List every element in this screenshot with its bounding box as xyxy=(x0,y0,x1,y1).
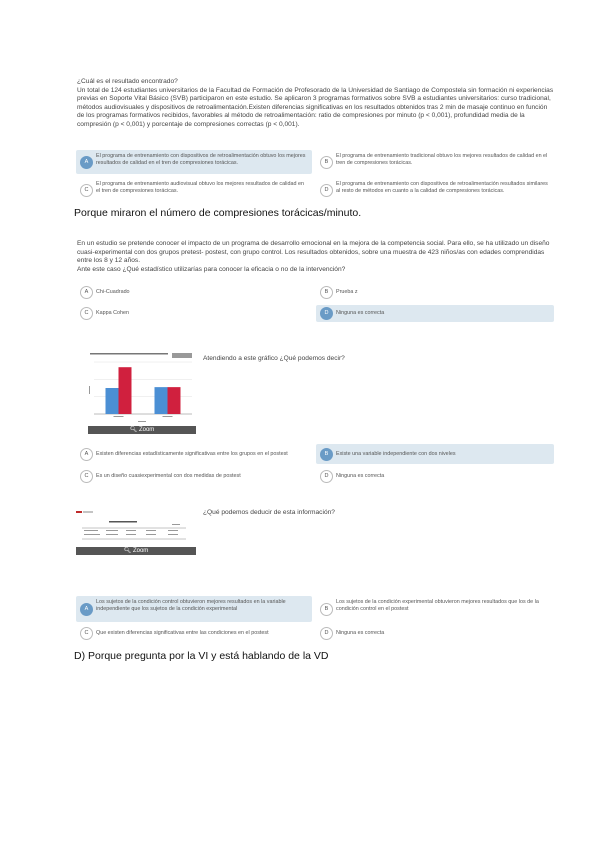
option-letter-badge: C xyxy=(80,307,93,320)
option-text: El programa de entrenamiento con dispositivos de retroalimentación resultados similares al resto de métodos en cuanto a la calidad de compresiones torácicas. xyxy=(336,181,548,194)
q1-option-c[interactable] xyxy=(76,178,312,202)
q1-option-d[interactable] xyxy=(316,178,554,202)
option-letter-badge: C xyxy=(80,184,93,197)
option-letter-badge: B xyxy=(320,448,333,461)
q3-zoom-label: Zoom xyxy=(138,427,155,433)
q3-option-c[interactable] xyxy=(76,466,312,486)
option-letter-badge: B xyxy=(320,286,333,299)
q4-table-image xyxy=(76,511,196,547)
option-letter-badge: B xyxy=(320,156,333,169)
bar-pretest-experimental xyxy=(119,367,132,414)
option-text: Existe una variable independiente con dos niveles xyxy=(336,450,456,457)
q1-title: ¿Cuál es el resultado encontrado? xyxy=(77,78,178,85)
option-text: Es un diseño cuasiexperimental con dos medidas de postest xyxy=(96,472,241,479)
q3-option-a[interactable] xyxy=(76,444,312,464)
q2-option-a[interactable] xyxy=(76,284,312,301)
q4-question: ¿Qué podemos deducir de esta información? xyxy=(203,509,335,516)
q1-answer: Porque miraron el número de compresiones torácicas/minuto. xyxy=(74,207,362,219)
q3-zoom-button[interactable] xyxy=(88,426,196,434)
option-text: Ninguna es correcta xyxy=(336,472,385,479)
magnifier-icon: 🔍︎ xyxy=(123,548,132,554)
q4-option-b[interactable] xyxy=(316,596,554,622)
option-text: El programa de entrenamiento tradicional obtuvo los mejores resultados de calidad en el tren de compresiones torácicas. xyxy=(336,153,548,166)
option-text: Que existen diferencias significativas entre las condiciones en el postest xyxy=(96,629,269,636)
q1-option-a[interactable] xyxy=(76,150,312,174)
option-text: Los sujetos de la condición experimental obtuvieron mejores resultados que los de la condición control en el postest xyxy=(336,599,539,612)
q2-option-d[interactable] xyxy=(316,305,554,322)
q2-question xyxy=(77,240,555,274)
option-text: El programa de entrenamiento con dispositivos de retroalimentación obtuvo los mejores resultados de calidad en el tren de compresiones torácicas. xyxy=(96,153,306,166)
option-letter-badge: D xyxy=(320,307,333,320)
option-letter-badge: B xyxy=(320,603,333,616)
x-axis-label-mark xyxy=(138,421,146,422)
q4-table-thumb[interactable] xyxy=(76,511,196,547)
option-text: Ninguna es correcta xyxy=(336,310,385,316)
q4-option-a[interactable] xyxy=(76,596,312,622)
chart-legend-mark xyxy=(172,353,192,358)
option-text: Los sujetos de la condición control obtuvieron mejores resultados en la variable independiente que los sujetos de la condición experimental xyxy=(96,599,286,612)
x-tick-label-mark xyxy=(114,416,124,417)
option-letter-badge: A xyxy=(80,286,93,299)
y-axis-label-mark xyxy=(89,386,90,394)
option-text: Kappa Cohen xyxy=(96,310,129,316)
option-text: Prueba z xyxy=(336,289,358,295)
option-text: Existen diferencias estadísticamente significativas entre los grupos en el postest xyxy=(96,450,288,457)
q2-body: En un estudio se pretende conocer el impacto de un programa de desarrollo emocional en la mejora de la competencia social. Para ello, se ha utilizado un diseño cuasi-experimental con dos grupos pretest- postest, con grupo control. Los resultados obtenidos, sobre una muestra de 423 niños/as con edades comprendidas entre los 8 y 12 años. xyxy=(77,240,550,265)
q3-question: Atendiendo a este gráfico ¿Qué podemos decir? xyxy=(203,355,345,362)
chart-title-mark xyxy=(90,353,168,355)
bar-postest-control xyxy=(155,387,168,414)
x-tick-label-mark xyxy=(163,416,173,417)
q3-option-d[interactable] xyxy=(316,466,554,486)
q1-body: Un total de 124 estudiantes universitarios de la Facultad de Formación de Profesorado de la Universidad de Santiago de Compostela sin formación ni experiencias previas en Soporte Vital Básico (SVB) participaron en este estudio. Se aplicaron 3 programas formativos sobre SVB a estudiantes universitarios: curso tradicional, métodos audiovisuales y dispositivos de retroalimentación.Existen diferencias significativas en los resultados obtenidos tras 2 min de masaje continuo en función de los programas formativos recibidos, favorables al método de retroalimentación: ratio de compresiones por minuto (p < 0,001), profundidad media de la compresión (p < 0,001) y porcentaje de compresiones correctas (p < 0,001). xyxy=(77,86,554,128)
option-letter-badge: A xyxy=(80,603,93,616)
q4-zoom-label: Zoom xyxy=(132,548,149,554)
option-letter-badge: C xyxy=(80,627,93,640)
option-letter-badge: A xyxy=(80,448,93,461)
q4-answer: D) Porque pregunta por la VI y está hablando de la VD xyxy=(74,650,329,662)
q3-bar-chart xyxy=(88,352,196,426)
bar-pretest-control xyxy=(106,388,119,414)
q4-zoom-button[interactable] xyxy=(76,547,196,555)
magnifier-icon: 🔍︎ xyxy=(129,427,138,433)
q2-option-c[interactable] xyxy=(76,305,312,322)
option-letter-badge: D xyxy=(320,184,333,197)
q4-option-c[interactable] xyxy=(76,624,312,642)
option-text: El programa de entrenamiento audiovisual obtuvo los mejores resultados de calidad en el tren de compresiones torácicas. xyxy=(96,181,304,194)
q4-option-d[interactable] xyxy=(316,624,554,642)
option-text: Ninguna es correcta xyxy=(336,629,385,636)
q1-question xyxy=(77,78,555,130)
q3-option-b[interactable] xyxy=(316,444,554,464)
option-letter-badge: D xyxy=(320,470,333,483)
option-letter-badge: D xyxy=(320,627,333,640)
q2-option-b[interactable] xyxy=(316,284,554,301)
q2-prompt: Ante este caso ¿Qué estadístico utilizarías para conocer la eficacia o no de la intervención? xyxy=(77,265,346,273)
option-letter-badge: C xyxy=(80,470,93,483)
q1-option-b[interactable] xyxy=(316,150,554,174)
option-letter-badge: A xyxy=(80,156,93,169)
option-text: Chi-Cuadrado xyxy=(96,289,130,295)
q3-chart-thumb[interactable] xyxy=(88,352,196,426)
bar-postest-experimental xyxy=(168,387,181,414)
